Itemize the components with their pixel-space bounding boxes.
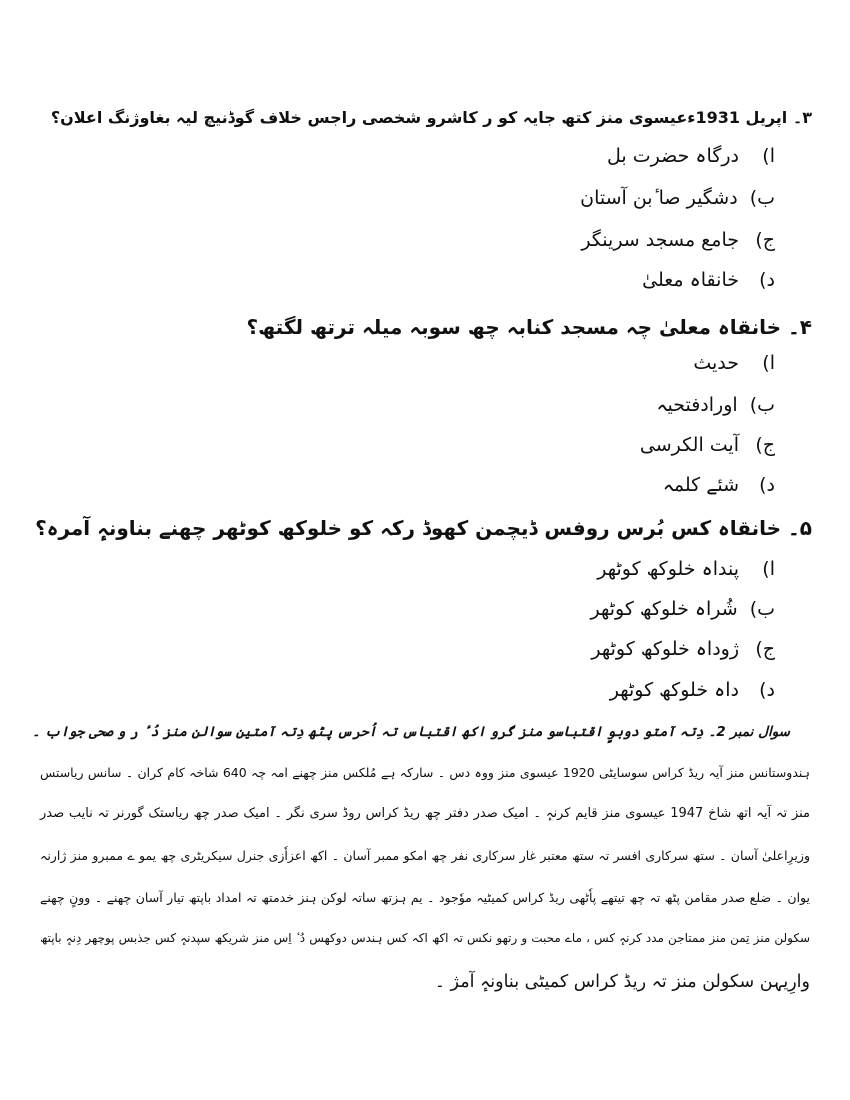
q3-option-a <box>75 145 775 167</box>
option-marker: ا) <box>762 558 775 580</box>
option-text: دشگیر صا ٔبن آستان <box>580 187 738 209</box>
option-text: خانقاہ معلیٰ <box>642 269 739 291</box>
option-marker: ب) <box>749 598 775 620</box>
option-marker: د) <box>759 679 775 701</box>
q5-option-c <box>75 638 775 660</box>
question-3: ۳۔ اپریل 1931ءعیسوی منز کتھ جایہ کو ر کاشرو شخصی راجس خلاف گوڈنیچ لیہ بغاوژنگ اعلان؟ <box>50 108 812 127</box>
paragraph-line: یوان ۔ ضلع صدر مقامن پٹھ تہ چھ تیتھے پاٗٹھی ریڈ کراس کمیٹیہ موٗجود ۔ یم ہزتھ ساتہ لوکن ہنز خدمتھ تہ امداد باپتھ تیار آسان چھنے ۔ وونٍ چھنے <box>40 890 810 905</box>
q5-option-d <box>75 679 775 701</box>
question-5: ۵۔ خانقاہ کس بُرس روفس ڈیچمن کھوڈ رکہ کو خلوکھ کوٹھر چھنے بناونہٕ آمرہ؟ <box>35 516 812 540</box>
option-text: آیت الکرسی <box>639 434 739 456</box>
option-text: حدیث <box>693 352 739 374</box>
option-text: درگاہ حضرت بل <box>607 145 739 167</box>
option-text: شُراہ خلوکھ کوٹھر <box>590 598 738 620</box>
q4-option-b <box>75 394 775 416</box>
question-text: اپریل 1931ءعیسوی منز کتھ جایہ کو ر کاشرو شخصی راجس خلاف گوڈنیچ لیہ بغاوژنگ اعلان؟ <box>50 108 788 127</box>
option-marker: ا) <box>762 352 775 374</box>
question-text: خانقاہ معلیٰ چہ مسجد کنابہ چھ سوبہ میلہ ترتھ لگتھ؟ <box>246 315 782 339</box>
q5-option-a <box>75 558 775 580</box>
option-marker: د) <box>759 474 775 496</box>
question-4: ۴۔ خانقاہ معلیٰ چہ مسجد کنابہ چھ سوبہ میلہ ترتھ لگتھ؟ <box>246 315 812 339</box>
q3-option-c <box>75 229 775 251</box>
option-text: جامع مسجد سرینگر <box>581 229 739 251</box>
question-number: ۴ <box>799 315 812 339</box>
option-text: اورادفتحیہ <box>656 394 738 416</box>
option-marker: ج) <box>755 229 775 251</box>
option-text: پنداہ خلوکھ کوٹھر <box>597 558 739 580</box>
paragraph-line: منز تہ آیہ اتھ شاخ 1947 عیسوی منز قایم کرنہٕ ۔ امیک صدر دفتر چھ ریڈ کراس روڈ سری نگر ۔ امیک صدر چھ ریاستک گورنر تہ نایب صدر <box>40 806 810 821</box>
option-marker: د) <box>759 269 775 291</box>
option-marker: ا) <box>762 145 775 167</box>
q4-option-d <box>75 474 775 496</box>
option-marker: ب) <box>749 187 775 209</box>
q5-option-b <box>75 598 775 620</box>
question-text: خانقاہ کس بُرس روفس ڈیچمن کھوڈ رکہ کو خلوکھ کوٹھر چھنے بناونہٕ آمرہ؟ <box>35 516 782 540</box>
option-text: داہ خلوکھ کوٹھر <box>609 679 739 701</box>
q4-option-a <box>75 352 775 374</box>
q4-option-c <box>75 434 775 456</box>
option-marker: ب) <box>749 394 775 416</box>
q3-option-b <box>75 187 775 209</box>
q3-option-d <box>75 269 775 291</box>
paragraph-line: وارِیہن سکولن منز تہ ریڈ کراس کمیٹی بناونہٕ آمژ ۔ <box>434 972 810 992</box>
option-marker: ج) <box>755 434 775 456</box>
question-number: ۳ <box>802 108 812 127</box>
paragraph-line: ہندوستانس منز آیہ ریڈ کراس سوسایٹی 1920 عیسوی منز ووہ دس ۔ سارکہ ہے مُلکس منز چھنے امہ چہ 640 شاخہ کام کران ۔ سانس ریاستس <box>40 765 810 780</box>
paragraph-line: وزیرِاعلیٰ آسان ۔ ستھ سرکاری افسر تہ ستھ معتبر غار سرکاری نفر چھ امکو ممبر آسان ۔ اکھ اعزاٗزی جنرل سیکریٹری چھ یمو ے ممبرو منز ژارنہ <box>40 848 810 863</box>
option-marker: ج) <box>755 638 775 660</box>
option-text: شئے کلمہ <box>662 474 739 496</box>
paragraph-line: سکولن منز تِمن منز ممتاجن مدد کرنہٕ کس ، ماے محبت و رتھو نکس تہ اکھ اکہ کس ہندس دوکھس دُ ٔ اِس منز شریکھ سپدنہٕ کس جذبس پوچھر دِنہٕ باپتھ <box>40 931 810 945</box>
question-number: ۵ <box>799 516 812 540</box>
section-2-heading: سوال نمبر 2۔ دِتہ آمتو دوبوٍ اقتباسو منز گرو اکھ اقتباس تہ اُحرس پٹھ دِتہ آمتین سوالن منز دُ ٔ ر و صحی جواب ۔ <box>32 724 790 740</box>
option-text: ژوداہ خلوکھ کوٹھر <box>591 638 739 660</box>
